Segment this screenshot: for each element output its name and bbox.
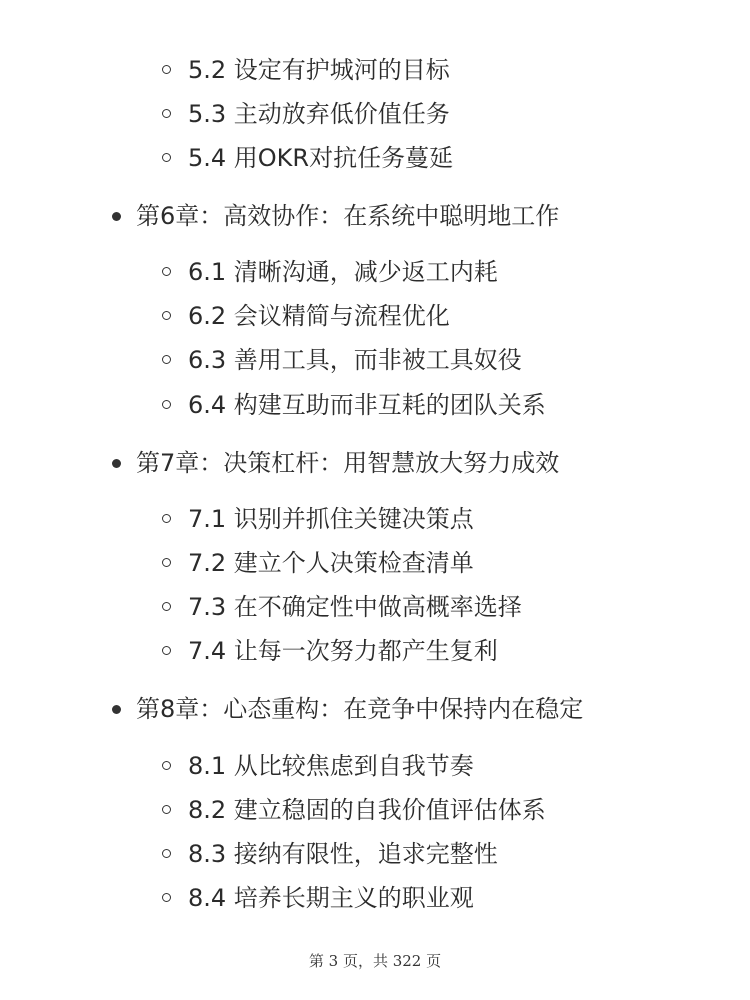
toc-section-label: 7.4 让每一次努力都产生复利 [188,637,498,665]
hollow-bullet-icon [162,311,171,320]
toc-section-label: 6.2 会议精简与流程优化 [188,302,450,330]
toc-chapter-title: 第7章：决策杠杆：用智慧放大努力成效 [136,449,560,477]
filled-bullet-icon [112,212,121,221]
hollow-bullet-icon [162,849,171,858]
toc-section-label: 7.3 在不确定性中做高概率选择 [188,593,522,621]
hollow-bullet-icon [162,646,171,655]
hollow-bullet-icon [162,514,171,523]
filled-bullet-icon [112,459,121,468]
toc-section-label: 5.2 设定有护城河的目标 [188,56,450,84]
toc-chapter-title: 第6章：高效协作：在系统中聪明地工作 [136,202,560,230]
filled-bullet-icon [112,705,121,714]
hollow-bullet-icon [162,761,171,770]
page-number-footer: 第 3 页，共 322 页 [308,952,442,970]
toc-section-label: 5.4 用OKR对抗任务蔓延 [188,144,454,172]
toc-section-label: 6.1 清晰沟通，减少返工内耗 [188,258,498,286]
toc-section-label: 7.1 识别并抓住关键决策点 [188,505,474,533]
hollow-bullet-icon [162,355,171,364]
hollow-bullet-icon [162,267,171,276]
toc-chapter-title: 第8章：心态重构：在竞争中保持内在稳定 [136,695,584,723]
toc-section-label: 6.4 构建互助而非互耗的团队关系 [188,391,546,419]
toc-section-label: 7.2 建立个人决策检查清单 [188,549,474,577]
hollow-bullet-icon [162,558,171,567]
hollow-bullet-icon [162,400,171,409]
toc-section-label: 8.3 接纳有限性，追求完整性 [188,840,498,868]
toc-section-label: 8.4 培养长期主义的职业观 [188,884,474,912]
hollow-bullet-icon [162,65,171,74]
toc-section-label: 5.3 主动放弃低价值任务 [188,100,450,128]
toc-section-label: 8.1 从比较焦虑到自我节奏 [188,752,474,780]
hollow-bullet-icon [162,153,171,162]
toc-section-label: 8.2 建立稳固的自我价值评估体系 [188,796,546,824]
hollow-bullet-icon [162,893,171,902]
hollow-bullet-icon [162,602,171,611]
hollow-bullet-icon [162,805,171,814]
hollow-bullet-icon [162,109,171,118]
toc-section-label: 6.3 善用工具，而非被工具奴役 [188,346,522,374]
